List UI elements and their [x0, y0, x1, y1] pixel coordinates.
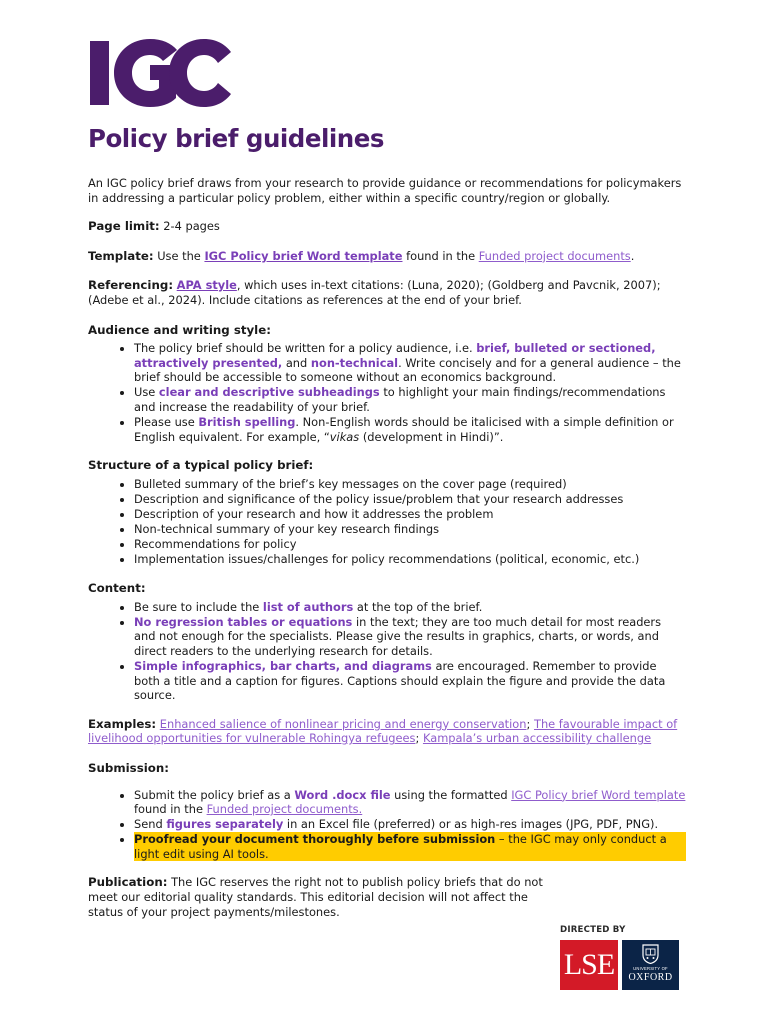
highlight: clear and descriptive subheadings — [158, 385, 380, 400]
list-item — [134, 415, 686, 444]
list-item: • Description of your research and how it addresses the problem — [134, 507, 686, 522]
igc-template-link-2[interactable]: IGC Policy brief Word template — [511, 787, 686, 802]
footer-logos — [560, 925, 682, 993]
main-content — [88, 176, 686, 919]
template-text: Use the — [157, 248, 201, 263]
example-link-3[interactable]: Kampala’s urban accessibility challenge — [422, 731, 652, 746]
separator: ; — [526, 716, 531, 731]
referencing-label: Referencing: — [88, 278, 174, 293]
emphasis: Proofread your document thoroughly before submission — [134, 832, 496, 847]
highlight: list of authors — [262, 599, 354, 614]
highlight: figures separately — [166, 817, 284, 832]
funded-project-documents-link-2[interactable]: Funded project documents. — [206, 802, 363, 817]
highlight: British spelling — [198, 415, 296, 430]
list-item — [134, 341, 686, 385]
separator: ; — [415, 731, 420, 746]
igc-template-link[interactable]: IGC Policy brief Word template — [204, 248, 403, 263]
text: found in the — [134, 802, 203, 817]
highlight: Word .docx file — [294, 787, 391, 802]
text: . Write concisely and for a general audience – the brief should be accessible to someone without an economics background. — [134, 355, 681, 385]
highlight: non-technical — [310, 355, 399, 370]
examples-row — [88, 717, 686, 746]
text: are encouraged. Remember to provide both a title and a caption for figures. Captions should explain the figure and provide the data source. — [134, 658, 666, 703]
content-heading: Content: — [88, 580, 146, 595]
text: Be sure to include the — [134, 599, 260, 614]
text: in an Excel file (preferred) or as high-res images (JPG, PDF, PNG). — [286, 817, 659, 832]
text: using the formatted — [394, 787, 508, 802]
template-text-end: . — [630, 248, 635, 263]
oxford-crest-icon — [642, 944, 659, 964]
text: to highlight your main findings/recommendations and increase the readability of your brief. — [134, 385, 666, 415]
page-limit-value: 2-4 pages — [163, 219, 220, 234]
highlight: No regression tables or equations — [134, 614, 353, 629]
page-limit-label: Page limit: — [88, 219, 160, 234]
publication-row — [88, 875, 563, 919]
list-item: • Description and significance of the policy issue/problem that your research addresses — [134, 492, 686, 507]
publication-text: The IGC reserves the right not to publish policy briefs that do not meet our editorial quality standards. This editorial decision will not affect the status of your project payments/milestones. — [88, 875, 543, 919]
oxford-name: OXFORD — [628, 972, 673, 983]
text: at the top of the brief. — [356, 599, 483, 614]
list-item — [134, 788, 686, 817]
apa-style-link[interactable]: APA style — [176, 278, 237, 293]
template-row — [88, 249, 686, 264]
example-link-1[interactable]: Enhanced salience of nonlinear pricing and energy conservation — [159, 716, 527, 731]
submission-heading: Submission: — [88, 760, 169, 775]
text: The policy brief should be written for a policy audience, i.e. — [134, 341, 473, 356]
text: . Non-English words should be italicised with a simple definition or English equivalent. For example, “ — [134, 415, 674, 444]
referencing-row — [88, 278, 686, 307]
structure-list — [88, 477, 686, 567]
text: in the text; they are too much detail for most readers and not enough for the specialists. Please give the results in graphics, charts, or words, and direct readers to the underlying research for details. — [134, 614, 662, 658]
list-item — [134, 385, 686, 414]
page-limit-row — [88, 219, 686, 234]
example-link-2[interactable]: The favourable impact of livelihood opportunities for vulnerable Rohingya refugees — [88, 716, 678, 746]
publication-label: Publication: — [88, 875, 168, 890]
structure-heading: Structure of a typical policy brief: — [88, 458, 314, 473]
referencing-text: , which uses in-text citations: (Luna, 2020); (Goldberg and Pavcnik, 2007); (Adebe et al., 2024). Include citations as references at the end of your brief. — [88, 278, 661, 307]
examples-label: Examples: — [88, 716, 157, 731]
list-item — [134, 600, 686, 615]
text: (development in Hindi)”. — [359, 429, 504, 444]
funded-project-documents-link[interactable]: Funded project documents — [478, 248, 631, 263]
highlighted-list-item — [134, 832, 686, 861]
intro-paragraph: An IGC policy brief draws from your research to provide guidance or recommendations for policymakers in addressing a particular policy problem, either within a specific country/region or globally. — [88, 176, 682, 205]
submission-list — [88, 788, 686, 862]
igc-logo — [90, 38, 232, 108]
list-item: • Non-technical summary of your key research findings — [134, 522, 686, 537]
text: – the IGC may only conduct a light edit using AI tools. — [134, 832, 667, 861]
highlight: Simple infographics, bar charts, and diagrams — [134, 658, 432, 673]
list-item: • Bulleted summary of the brief’s key messages on the cover page (required) — [134, 477, 686, 492]
text: Send — [134, 817, 163, 832]
list-item: • Recommendations for policy — [134, 537, 686, 552]
template-text-mid: found in the — [406, 248, 476, 263]
audience-heading: Audience and writing style: — [88, 322, 271, 337]
oxford-university-label: UNIVERSITY OF — [633, 966, 668, 971]
template-label: Template: — [88, 248, 154, 263]
directed-by-label: DIRECTED BY — [560, 925, 626, 935]
highlight: brief, bulleted or sectioned, attractively presented, — [134, 341, 656, 370]
text: Use — [134, 385, 156, 400]
audience-list — [88, 341, 686, 444]
text: Submit the policy brief as a — [134, 787, 291, 802]
page-title: Policy brief guidelines — [88, 124, 384, 153]
content-list — [88, 600, 686, 703]
text: Please use — [134, 415, 195, 430]
list-item: • Implementation issues/challenges for policy recommendations (political, economic, etc.) — [134, 552, 686, 567]
list-item — [134, 817, 686, 832]
list-item — [134, 615, 686, 659]
oxford-logo — [622, 940, 679, 990]
list-item — [134, 659, 686, 703]
italic-term: vikas — [329, 429, 360, 444]
text: and — [285, 355, 308, 370]
lse-logo: LSE — [560, 940, 618, 990]
